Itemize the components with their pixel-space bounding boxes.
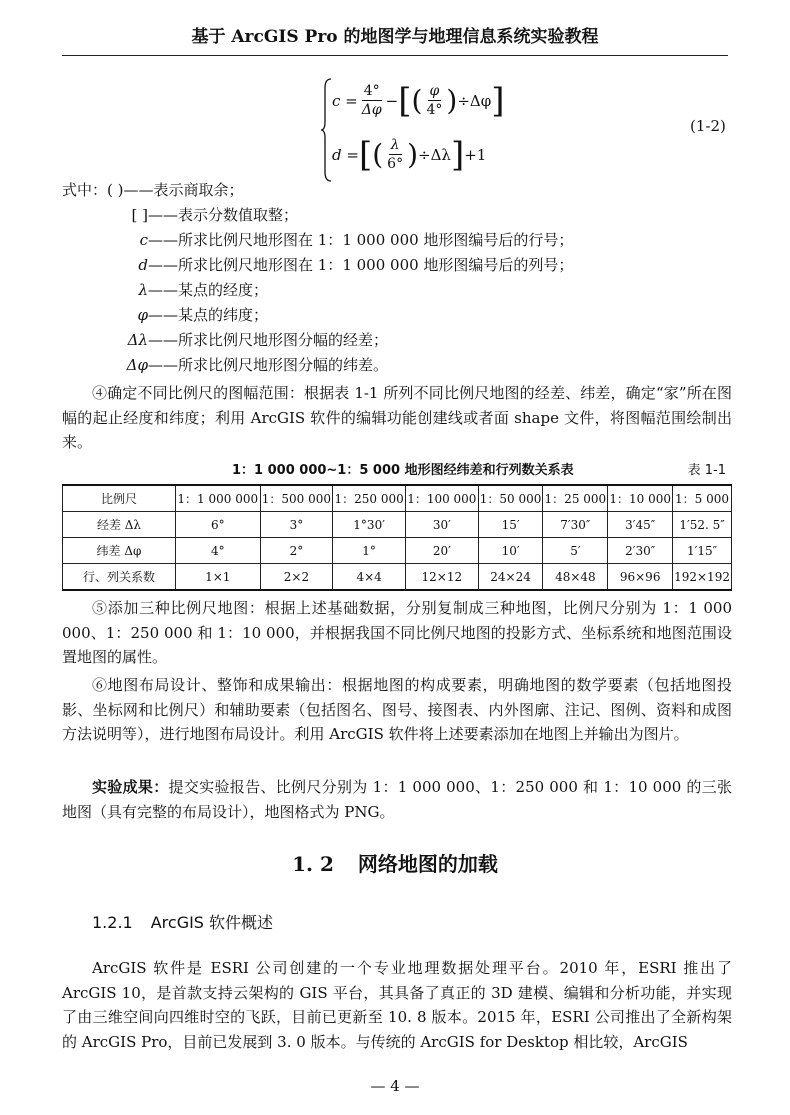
c-inner-num: φ xyxy=(429,83,440,99)
definition-text: ——所求比例尺地形图在 1：1 000 000 地形图编号后的行号； xyxy=(148,231,574,249)
formula-1-2 xyxy=(320,76,740,186)
paragraph-step6: ⑥地图布局设计、整饰和成果输出：根据地图的构成要素，明确地图的数学要素（包括地图投影、坐标网和比例尺）和辅助要素（包括图名、图号、接图表、内外图廓、注记、图例、资料和成图方法说明等），进行地图布局设计。利用 ArcGIS 软件将上述要素添加在地图上并输出为图片。 xyxy=(62,676,732,743)
running-header: 基于 ArcGIS Pro 的地图学与地理信息系统实验教程 xyxy=(62,22,728,56)
definition-0 xyxy=(48,204,298,225)
table-cell: 3′45″ xyxy=(608,512,673,538)
definition-symbol: Δφ xyxy=(126,356,148,374)
definition-symbol: Δλ xyxy=(127,331,148,349)
subsection-number: 1.2.1 xyxy=(92,913,133,932)
d-lhs: d = xyxy=(332,145,359,164)
left-brace xyxy=(320,78,332,182)
table-cell: 48×48 xyxy=(543,564,608,591)
table-cell: 2° xyxy=(260,538,333,564)
table-row xyxy=(63,538,732,564)
table-cell: 3° xyxy=(260,512,333,538)
table-cell: 12×12 xyxy=(405,564,478,591)
c-inner-fraction xyxy=(424,82,444,119)
table-cell: 1′15″ xyxy=(673,538,732,564)
formula-row-d xyxy=(332,136,486,173)
d-plus: +1 xyxy=(464,145,487,164)
table-cell: 1：250 000 xyxy=(333,485,406,512)
paragraph-step4: ④确定不同比例尺的图幅范围：根据表 1-1 所列不同比例尺地图的经差、纬差，确定“家”所在图幅的起止经度和纬度；利用 ArcGIS 软件的编辑功能创建线或者面 shape 文件，将图幅范围绘制出来。 xyxy=(62,384,732,451)
definitions-intro: 式中：( )——表示商取余； xyxy=(62,181,244,199)
section-number: 1. 2 xyxy=(292,852,334,876)
section-heading xyxy=(0,848,790,877)
definition-text: ——所求比例尺地形图在 1：1 000 000 地形图编号后的列号； xyxy=(148,256,574,274)
definition-4 xyxy=(48,304,268,325)
section-title: 网络地图的加载 xyxy=(357,852,498,876)
table-cell: 比例尺 xyxy=(63,485,176,512)
table-cell: 6° xyxy=(176,512,261,538)
d-paren-close: ) xyxy=(407,137,419,171)
equation-number: (1-2) xyxy=(690,117,726,135)
table-cell: 1：25 000 xyxy=(543,485,608,512)
table-cell: 24×24 xyxy=(478,564,543,591)
definition-symbol: c xyxy=(139,231,148,249)
d-inner-den: 6° xyxy=(387,156,404,172)
table-cell: 经差 Δλ xyxy=(63,512,176,538)
definition-3 xyxy=(48,279,268,300)
table-cell: 10′ xyxy=(478,538,543,564)
definition-text: ——某点的经度； xyxy=(148,281,269,299)
d-paren-open: ( xyxy=(372,137,384,171)
table-cell: 1°30′ xyxy=(333,512,406,538)
definition-2 xyxy=(48,254,573,275)
table-title: 1：1 000 000~1：5 000 地形图经纬差和行列数关系表 xyxy=(232,463,574,478)
table-cell: 4° xyxy=(176,538,261,564)
c-div: ÷Δφ xyxy=(457,91,492,110)
d-div: ÷Δλ xyxy=(418,145,451,164)
table-cell: 20′ xyxy=(405,538,478,564)
definition-6 xyxy=(48,354,388,375)
result-text: 提交实验报告、比例尺分别为 1：1 000 000、1：250 000 和 1：10 000 的三张地图（具有完整的布局设计），地图格式为 PNG。 xyxy=(62,778,732,821)
page-number: — 4 — xyxy=(370,1077,420,1095)
table-cell: 1′52. 5″ xyxy=(673,512,732,538)
table-cell: 7′30″ xyxy=(543,512,608,538)
table-cell: 96×96 xyxy=(608,564,673,591)
table-cell: 1：500 000 xyxy=(260,485,333,512)
table-cell: 192×192 xyxy=(673,564,732,591)
definition-text: ——某点的纬度； xyxy=(148,306,269,324)
c-fraction xyxy=(360,82,384,119)
table-row xyxy=(63,485,732,512)
c-inner-den: 4° xyxy=(426,102,443,118)
d-inner-fraction xyxy=(385,136,405,173)
result-label: 实验成果： xyxy=(92,778,169,796)
definition-symbol: φ xyxy=(137,306,148,324)
c-fraction-num: 4° xyxy=(363,83,380,99)
table-cell: 行、列关系数 xyxy=(63,564,176,591)
definition-1 xyxy=(48,229,573,250)
d-bracket-close: ] xyxy=(450,134,465,175)
scale-table xyxy=(62,484,732,591)
table-cell: 1：5 000 xyxy=(673,485,732,512)
c-paren-close: ) xyxy=(446,83,458,117)
c-bracket-close: ] xyxy=(491,80,505,121)
table-cell: 1：100 000 xyxy=(405,485,478,512)
c-paren-open: ( xyxy=(411,83,423,117)
definition-symbol: [ ] xyxy=(131,206,148,224)
table-row xyxy=(63,564,732,591)
c-fraction-den: Δφ xyxy=(361,102,382,118)
table-cell: 1：1 000 000 xyxy=(176,485,261,512)
table-cell: 4×4 xyxy=(333,564,406,591)
table-cell: 1：50 000 xyxy=(478,485,543,512)
table-cell: 2′30″ xyxy=(608,538,673,564)
definition-text: ——所求比例尺地形图分幅的经差； xyxy=(148,331,389,349)
definition-text: ——所求比例尺地形图分幅的纬差。 xyxy=(148,356,389,374)
subsection-title: ArcGIS 软件概述 xyxy=(150,913,274,932)
c-minus: − xyxy=(385,91,399,110)
c-lhs: c = xyxy=(332,91,358,110)
paragraph-step5: ⑤添加三种比例尺地图：根据上述基础数据，分别复制成三种地图，比例尺分别为 1：1 000 000、1：250 000 和 1：10 000，并根据我国不同比例尺地图的投影方式、坐标系统和地图范围设置地图的属性。 xyxy=(62,599,732,666)
table-cell: 15′ xyxy=(478,512,543,538)
definition-5 xyxy=(48,329,388,350)
table-cell: 2×2 xyxy=(260,564,333,591)
subsection-heading xyxy=(92,910,273,933)
paragraph-arcgis-overview: ArcGIS 软件是 ESRI 公司创建的一个专业地理数据处理平台。2010 年，ESRI 推出了 ArcGIS 10，是首款支持云架构的 GIS 平台，其具备了真正的 3D 建模、编辑和分析功能，并实现了由三维空间向四维时空的飞跃，目前已更新至 10. 8 版本。2015 年，ESRI 公司推出了全新构架的 ArcGIS Pro，目前已发展到 3. 0 版本。与传统的 ArcGIS for Desktop 相比较，ArcGIS xyxy=(62,959,732,1051)
d-bracket-open: [ xyxy=(358,134,373,175)
table-row xyxy=(63,512,732,538)
definition-text: ——表示分数值取整； xyxy=(148,206,299,224)
table-cell: 1° xyxy=(333,538,406,564)
table-cell: 1：10 000 xyxy=(608,485,673,512)
paragraph-result xyxy=(62,775,732,824)
definition-symbol: d xyxy=(138,256,148,274)
table-cell: 5′ xyxy=(543,538,608,564)
table-cell: 30′ xyxy=(405,512,478,538)
table-cell: 纬差 Δφ xyxy=(63,538,176,564)
d-inner-num: λ xyxy=(390,137,400,153)
formula-row-c xyxy=(332,82,504,119)
definition-symbol: λ xyxy=(138,281,148,299)
table-number: 表 1-1 xyxy=(687,463,726,478)
c-bracket-open: [ xyxy=(398,80,412,121)
table-cell: 1×1 xyxy=(176,564,261,591)
